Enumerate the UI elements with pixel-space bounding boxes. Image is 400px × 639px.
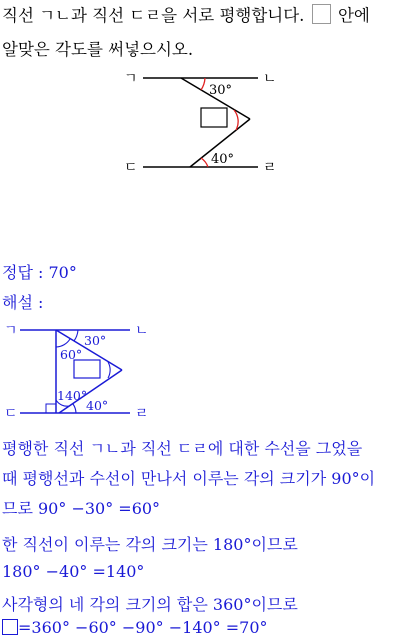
answer-label: 정답 : 70° [2,263,77,282]
explanation-line-3: 므로 90° −30° =60° [2,499,161,518]
explanation-line-5: 180° −40° =140° [2,562,145,581]
label-d: ㄹ [135,406,149,422]
label-a: ㄱ [4,323,18,339]
angle-arc-bottom [73,404,76,413]
angle-top-label: 30° [209,83,233,98]
angle-bottom-label: 40° [86,398,109,413]
question-text-tail: 안에 [337,6,370,25]
answer-box [201,108,227,127]
question-line-1 [2,2,370,26]
answer-box [74,360,100,378]
angle-top-label: 30° [84,333,107,348]
angle-arc-top [201,78,205,90]
angle-left-label: 60° [60,347,83,362]
explanation-line-4: 한 직선이 이루는 각의 크기는 180°이므로 [2,535,298,554]
explanation-line-1: 평행한 직선 ㄱㄴ과 직선 ㄷㄹ에 대한 수선을 그었을 [2,439,363,458]
angle-inner-label: 140° [57,388,88,403]
angle-arc-middle [108,362,110,378]
explanation-line-6: 사각형의 네 각의 크기의 합은 360°이므로 [2,595,298,614]
label-b: ㄴ [263,71,277,87]
explanation-line-7 [2,618,268,637]
answer-box-icon [2,619,18,635]
question-text: 직선 ㄱㄴ과 직선 ㄷㄹ을 서로 평행합니다. [2,6,305,25]
label-a: ㄱ [124,71,138,87]
label-d: ㄹ [263,160,277,176]
angle-arc-left [56,339,70,347]
label-c: ㄷ [124,160,138,176]
label-b: ㄴ [135,323,149,339]
right-angle-mark [46,404,56,413]
label-c: ㄷ [4,406,18,422]
question-line-2: 알맞은 각도를 써넣으시오. [2,40,194,59]
figure-1 [0,62,400,182]
angle-arc-bottom [201,158,208,167]
angle-arc-top [74,330,78,341]
angle-arc-middle [234,110,238,130]
answer-box-icon [312,4,331,24]
explanation-line-7-text: =360° −60° −90° −140° =70° [18,618,268,637]
explanation-title: 해설 : [2,293,44,312]
explanation-line-2: 때 평행선과 수선이 만나서 이루는 각의 크기가 90°이 [2,469,376,488]
figure-2 [0,318,400,424]
angle-bottom-label: 40° [211,152,235,167]
